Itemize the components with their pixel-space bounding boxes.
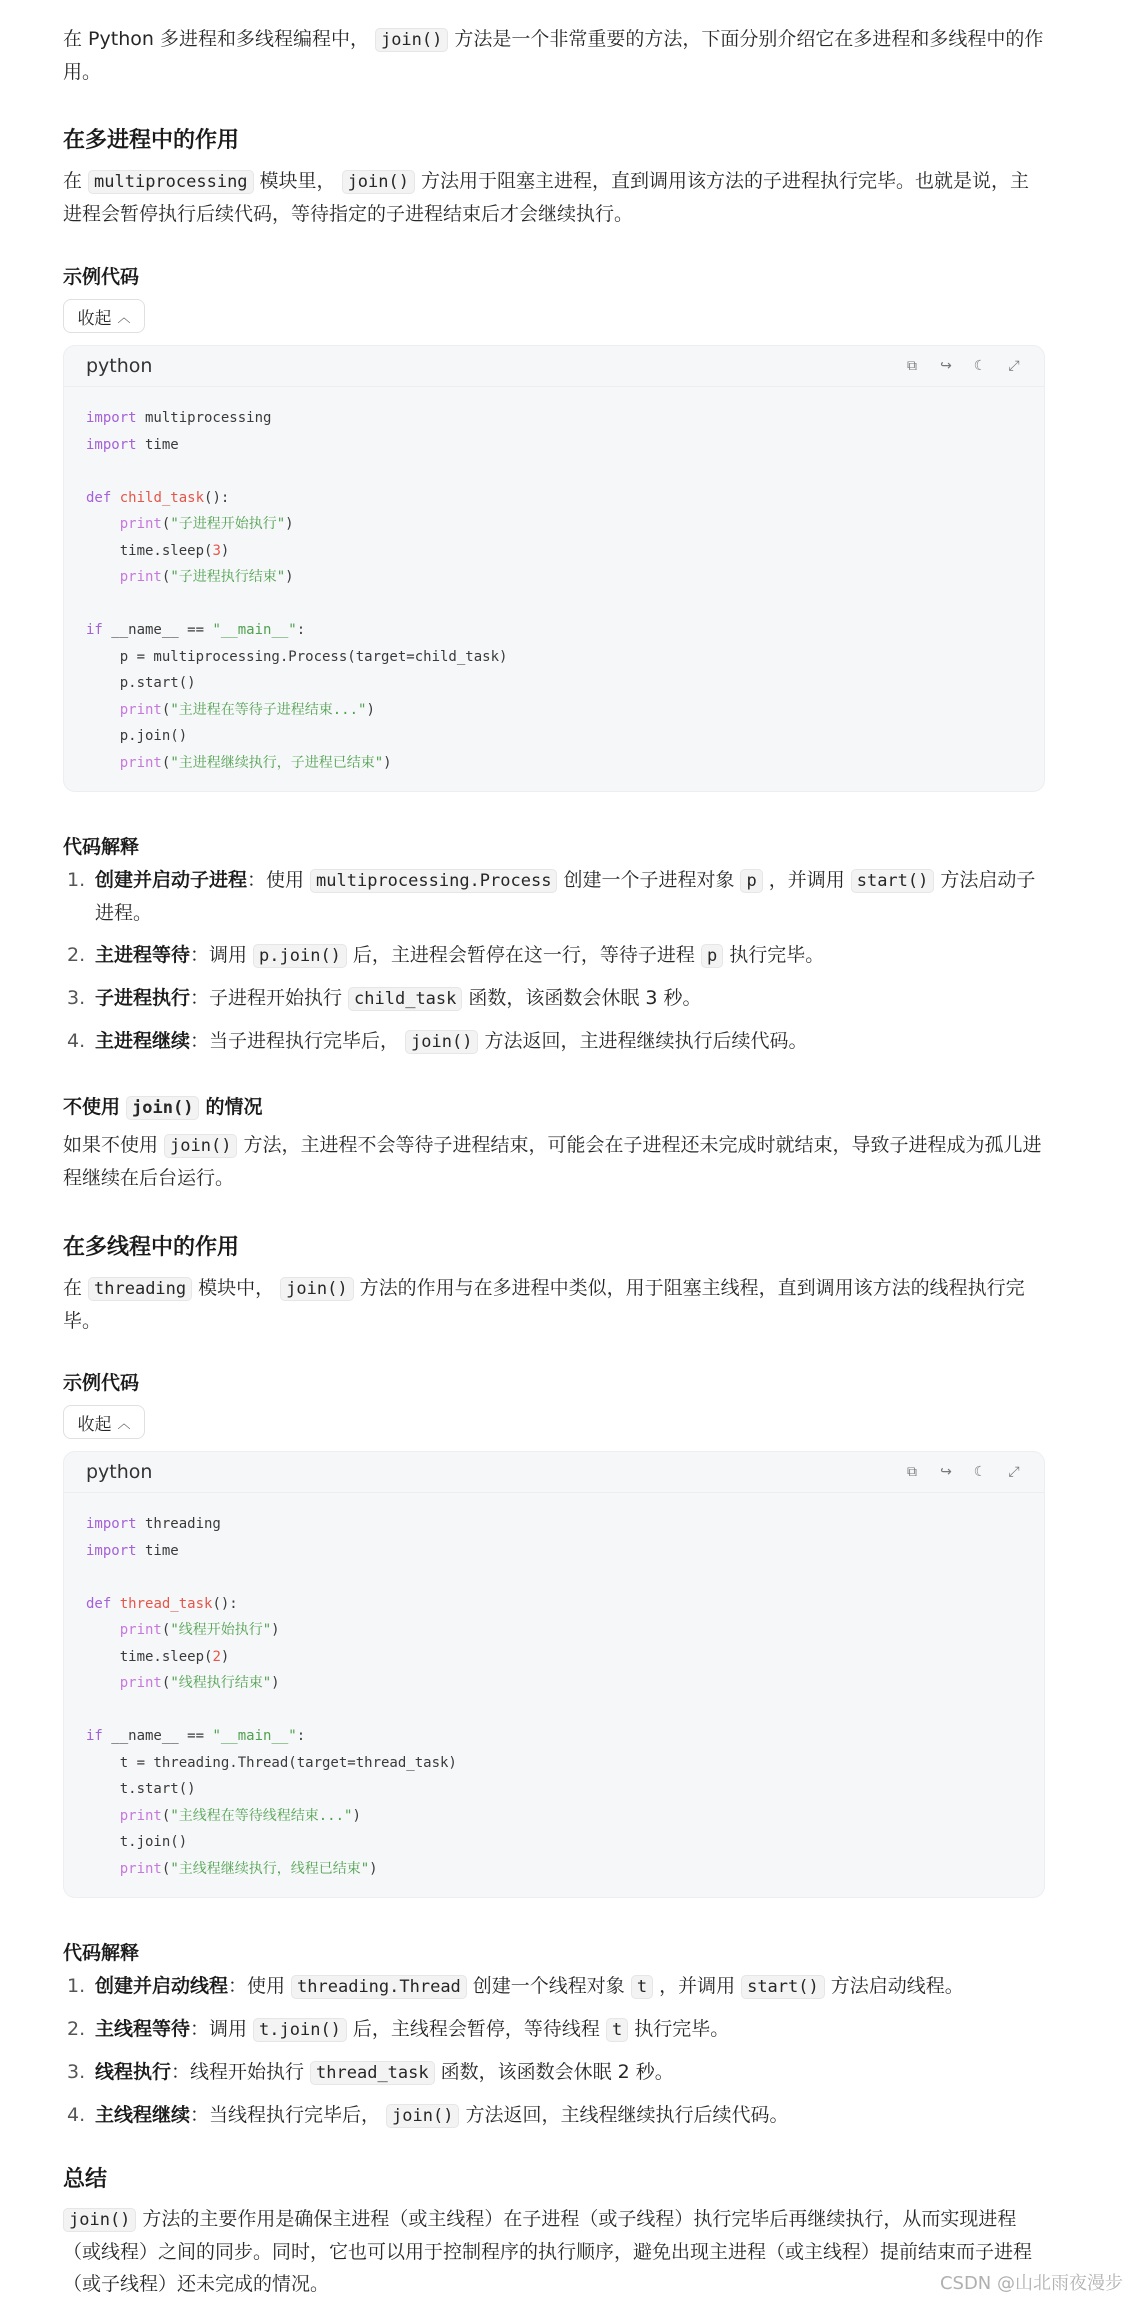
list-number: 4.	[67, 1030, 86, 1052]
no-join-heading: 不使用 join() 的情况	[63, 1096, 263, 1118]
inline-code: start()	[851, 869, 935, 893]
no-join-paragraph: 如果不使用 join() 方法，主进程不会等待子进程结束，可能会在子进程还未完成时就结束，导致子进程成为孤儿进程继续在后台运行。	[63, 1134, 1042, 1189]
code-token: "线程执行结束"	[170, 1675, 272, 1691]
list-item-text: ：当子进程执行完毕后，	[190, 1030, 400, 1052]
code-line	[86, 1516, 221, 1532]
list-item-text: ：调用	[190, 2018, 248, 2040]
code-token: (	[161, 701, 171, 718]
list-item-text: ：线程开始执行	[171, 2061, 305, 2083]
list-item-text: ：调用	[190, 944, 248, 966]
code-token: )	[285, 516, 294, 532]
summary-paragraph: join() 方法的主要作用是确保主进程（或主线程）在子进程（或子线程）执行完毕后再继续执行，从而实现进程（或线程）之间的同步。同时，它也可以用于控制程序的执行顺序，避免出现主进程（或主线程）提前结束而子进程（或子线程）还未完成的情况。	[63, 2208, 1033, 2295]
code-content	[64, 1493, 1044, 1882]
code-block-threading	[63, 1451, 1045, 1898]
collapse-toggle-button[interactable]: 收起 ︿	[63, 299, 145, 333]
code-token: "主进程继续执行，子进程已结束"	[170, 754, 384, 771]
code-line	[86, 622, 305, 638]
inline-code: join()	[164, 1134, 237, 1158]
mt-description: 在 threading 模块中， join() 方法的作用与在多进程中类似，用于阻塞主线程，直到调用该方法的线程执行完毕。	[63, 1277, 1025, 1332]
collapse-toggle-button[interactable]: 收起 ︿	[63, 1405, 145, 1439]
inline-code: threading	[88, 1277, 192, 1301]
inline-code: join()	[386, 2104, 459, 2128]
code-token: "子进程开始执行"	[170, 516, 286, 532]
example-code-title: 示例代码	[63, 1372, 140, 1394]
code-token: )	[383, 754, 392, 771]
list-item-term: 主线程等待	[95, 2018, 191, 2040]
list-item-term: 线程执行	[95, 2061, 172, 2083]
code-line	[86, 1675, 280, 1691]
code-token: (	[161, 1622, 171, 1638]
code-token	[86, 1675, 120, 1691]
code-token: import	[86, 436, 137, 453]
code-token: print	[119, 1622, 162, 1638]
code-token: )	[366, 701, 375, 718]
code-token: (	[161, 1860, 171, 1877]
expand-icon[interactable]: ⤢	[1008, 358, 1020, 374]
code-token: "主线程继续执行，线程已结束"	[170, 1860, 370, 1877]
list-item-term: 主线程继续	[95, 2104, 191, 2126]
list-item-term: 创建并启动线程	[95, 1975, 229, 1997]
code-line	[86, 728, 187, 744]
code-token: __name__ ==	[102, 1728, 213, 1744]
code-token: t.start()	[86, 1781, 196, 1797]
inline-code: p	[740, 869, 762, 893]
code-token: import	[86, 1516, 137, 1532]
code-token: def	[86, 1595, 112, 1612]
list-item-text: 函数，该函数会休眠 3 秒。	[468, 987, 702, 1009]
code-block-multiprocessing	[63, 345, 1045, 792]
copy-icon[interactable]: ⧉	[907, 358, 917, 374]
chevron-up-icon: ︿	[117, 310, 131, 326]
code-token: p = multiprocessing.Process(target=child_task)	[86, 648, 508, 665]
inline-code: start()	[741, 1975, 825, 1999]
code-token: import	[86, 1542, 137, 1559]
inline-code: multiprocessing	[88, 170, 254, 194]
list-item	[63, 2056, 1045, 2089]
code-token: p.start()	[86, 675, 196, 691]
code-token: (	[161, 516, 171, 532]
inline-code: p	[701, 944, 723, 968]
code-token: print	[119, 701, 162, 718]
code-line	[86, 755, 392, 771]
code-token	[86, 516, 120, 532]
intro-paragraph: 在 Python 多进程和多线程编程中， join() 方法是一个非常重要的方法，下面分别介绍它在多进程和多线程中的作用。	[63, 28, 1044, 83]
list-number: 2.	[67, 2018, 86, 2040]
list-number: 1.	[67, 1975, 86, 1997]
code-token: print	[119, 754, 162, 771]
list-item	[63, 1970, 1045, 2003]
code-token	[86, 1622, 120, 1638]
code-line	[86, 1649, 229, 1665]
code-token: __name__ ==	[102, 622, 213, 638]
list-number: 3.	[67, 2061, 86, 2083]
code-explanation-title: 代码解释	[63, 1942, 140, 1964]
list-item-text: 执行完毕。	[729, 944, 825, 966]
run-icon[interactable]: ↪	[940, 1464, 952, 1480]
code-token: )	[285, 569, 294, 585]
code-line	[86, 437, 179, 453]
code-token: 3	[212, 542, 221, 559]
list-item-text: ，并调用	[659, 1975, 736, 1997]
list-number: 3.	[67, 987, 86, 1009]
code-token: :	[296, 1728, 306, 1744]
code-token: )	[369, 1860, 378, 1877]
inline-code: join()	[342, 170, 415, 194]
code-line	[86, 1622, 280, 1638]
code-token: def	[86, 489, 112, 506]
code-line	[86, 569, 294, 585]
code-token	[111, 1596, 119, 1612]
inline-code: t	[606, 2018, 628, 2042]
list-item-term: 创建并启动子进程	[95, 869, 248, 891]
code-header	[64, 1452, 1044, 1493]
list-number: 2.	[67, 944, 86, 966]
code-token: (	[161, 1675, 171, 1691]
code-language: python	[86, 355, 153, 377]
inline-code: t.join()	[253, 2018, 347, 2042]
code-line	[86, 1728, 305, 1744]
list-item-text: ：当线程执行完毕后，	[190, 2104, 381, 2126]
code-token	[86, 755, 120, 771]
code-token: (	[161, 569, 171, 585]
mp-description: 在 multiprocessing 模块里， join() 方法用于阻塞主进程，直到调用该方法的子进程执行完毕。也就是说，主进程会暂停执行后续代码，等待指定的子进程结束后才会继续执行。	[63, 170, 1029, 225]
inline-code: join()	[126, 1096, 199, 1120]
code-line	[86, 1781, 196, 1797]
inline-code: t	[631, 1975, 653, 1999]
section-heading-threading: 在多线程中的作用	[63, 1235, 240, 1260]
list-number: 4.	[67, 2104, 86, 2126]
code-token: time.sleep(	[86, 542, 213, 559]
code-token: )	[271, 1622, 280, 1638]
code-token: "__main__"	[212, 622, 297, 638]
code-token: print	[119, 1675, 162, 1691]
code-token: threading	[136, 1516, 221, 1532]
list-item-term: 主进程等待	[95, 944, 191, 966]
list-item-text: 创建一个线程对象	[472, 1975, 625, 1997]
list-item	[63, 982, 1045, 1015]
list-item-text: 方法返回，主进程继续执行后续代码。	[484, 1030, 808, 1052]
code-token: print	[119, 1807, 162, 1824]
code-line	[86, 1596, 238, 1612]
code-toolbar	[904, 1464, 1022, 1480]
inline-code: thread_task	[310, 2061, 435, 2085]
list-item	[63, 1025, 1045, 1058]
expand-icon[interactable]: ⤢	[1008, 1464, 1020, 1480]
code-line	[86, 1755, 457, 1771]
list-item	[63, 864, 1045, 929]
code-token: print	[119, 1860, 162, 1877]
example-code-title: 示例代码	[63, 266, 140, 288]
code-token	[86, 1861, 120, 1877]
code-line	[86, 1834, 187, 1850]
code-line	[86, 1808, 361, 1824]
inline-code: join()	[405, 1030, 478, 1054]
inline-code: join()	[63, 2208, 136, 2232]
inline-code: p.join()	[253, 944, 347, 968]
code-token: ():	[212, 1595, 238, 1612]
code-token: time	[136, 1542, 179, 1559]
code-token: multiprocessing	[136, 410, 272, 426]
chevron-up-icon: ︿	[117, 1416, 131, 1432]
list-item-text: 后，主进程会暂停在这一行，等待子进程	[352, 944, 695, 966]
inline-code: child_task	[348, 987, 462, 1011]
inline-code: join()	[280, 1277, 353, 1301]
code-line	[86, 516, 294, 532]
code-language: python	[86, 1461, 153, 1483]
list-item-text: ：使用	[228, 1975, 286, 1997]
code-line	[86, 1861, 378, 1877]
list-item-text: ：使用	[247, 869, 305, 891]
list-item-text: 方法启动子进程。	[95, 869, 1036, 924]
code-line	[86, 490, 229, 506]
list-number: 1.	[67, 869, 86, 891]
explanation-list	[63, 864, 1045, 1068]
list-item	[63, 2013, 1045, 2046]
code-line	[86, 1543, 179, 1559]
code-token: (	[161, 754, 171, 771]
code-line	[86, 702, 375, 718]
code-line	[86, 649, 507, 665]
list-item	[63, 939, 1045, 972]
list-item-text: 方法启动线程。	[830, 1975, 964, 1997]
list-item-text: 后，主线程会暂停，等待线程	[352, 2018, 600, 2040]
code-line	[86, 543, 229, 559]
list-item-term: 主进程继续	[95, 1030, 191, 1052]
theme-icon[interactable]: ☾	[973, 358, 987, 374]
code-header	[64, 346, 1044, 387]
inline-code: multiprocessing.Process	[310, 869, 557, 893]
code-token: ():	[204, 489, 230, 506]
code-token: p.join()	[86, 728, 188, 744]
code-token: (	[161, 1807, 171, 1824]
code-token: t = threading.Thread(target=thread_task)	[86, 1754, 457, 1771]
section-heading-multiprocessing: 在多进程中的作用	[63, 128, 240, 153]
list-item-text: 创建一个子进程对象	[563, 869, 735, 891]
code-token: "__main__"	[212, 1728, 297, 1744]
code-token: print	[119, 516, 162, 532]
code-token	[86, 569, 120, 585]
footer-watermark: CSDN @山北雨夜漫步	[939, 2273, 1123, 2294]
code-token: "主进程在等待子进程结束..."	[170, 701, 367, 718]
code-token: if	[86, 622, 103, 638]
code-token: )	[220, 1648, 230, 1665]
list-item-text: 执行完毕。	[634, 2018, 730, 2040]
code-token: )	[220, 542, 230, 559]
code-token: t.join()	[86, 1834, 188, 1850]
code-token	[86, 1808, 120, 1824]
explanation-list	[63, 1970, 1045, 2142]
list-item-text: ，并调用	[768, 869, 845, 891]
code-token: :	[296, 622, 306, 638]
code-token: time.sleep(	[86, 1648, 213, 1665]
list-item	[63, 2099, 1045, 2132]
list-item-text: 方法返回，主线程继续执行后续代码。	[465, 2104, 789, 2126]
code-token: import	[86, 410, 137, 426]
code-token: 2	[212, 1648, 221, 1665]
run-icon[interactable]: ↪	[940, 358, 952, 374]
code-content	[64, 387, 1044, 776]
code-token: )	[352, 1807, 361, 1824]
code-token: thread_task	[119, 1595, 213, 1612]
code-toolbar	[904, 358, 1022, 374]
summary-heading: 总结	[63, 2167, 108, 2192]
list-item-text: ：子进程开始执行	[190, 987, 343, 1009]
code-line	[86, 675, 196, 691]
code-token: "线程开始执行"	[170, 1622, 272, 1638]
code-token: child_task	[119, 489, 205, 506]
code-line	[86, 410, 271, 426]
code-token	[86, 702, 120, 718]
code-token	[111, 490, 119, 506]
code-token: if	[86, 1728, 103, 1744]
code-token: )	[271, 1675, 280, 1691]
code-token: time	[136, 436, 179, 453]
code-token: print	[119, 569, 162, 585]
code-token: "子进程执行结束"	[170, 569, 286, 585]
list-item-term: 子进程执行	[95, 987, 191, 1009]
code-explanation-title: 代码解释	[63, 836, 140, 858]
copy-icon[interactable]: ⧉	[907, 1464, 917, 1480]
theme-icon[interactable]: ☾	[973, 1464, 987, 1480]
inline-code: threading.Thread	[291, 1975, 467, 1999]
code-token: "主线程在等待线程结束..."	[170, 1807, 353, 1824]
inline-code: join()	[375, 28, 448, 52]
list-item-text: 函数，该函数会休眠 2 秒。	[440, 2061, 674, 2083]
